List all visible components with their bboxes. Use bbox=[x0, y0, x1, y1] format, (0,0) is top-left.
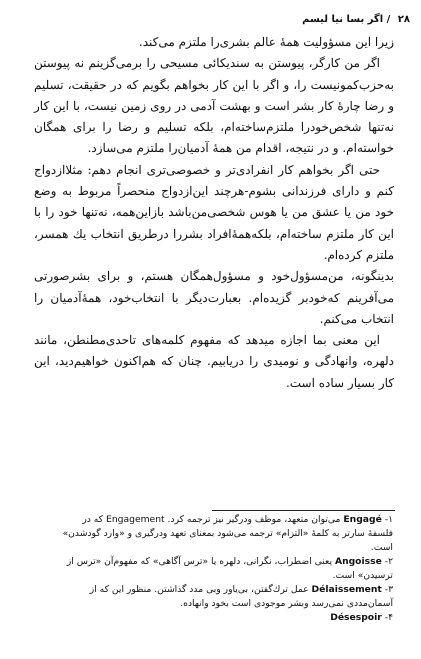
footnote-number: ۲- bbox=[384, 556, 393, 567]
footnote-term: Angoisse bbox=[334, 556, 382, 567]
footnote-number: ۱- bbox=[384, 514, 393, 525]
paragraph: بدینگونه، من‌مسؤول‌خود و مسؤول‌همگان هستم، و برای بشر‌صورتی می‌آفرینم که‌خود‌بر گزیده‌ام. بعبارت‌دیگر با انتخاب‌خود، همهٔ‌آدمیان را انتخاب می‌کنم. bbox=[34, 269, 394, 326]
paragraph: زیرا این مسؤولیت همهٔ عالم بشری‌را ملتزم می‌کند. bbox=[138, 35, 394, 49]
paragraph: این معنی بما اجازه میدهد که مفهوم کلمه‌های تاحدی‌مطنطن، مانند دلهره، وانهادگی و نومیدی را دریابیم. چنان که هم‌اکنون خواهیم‌دید، این کار بسیار ساده است. bbox=[34, 333, 394, 390]
running-header bbox=[302, 14, 410, 25]
footnote-term: Engagé bbox=[343, 514, 382, 525]
paragraph: حتی اگر بخواهم کار انفرادی‌تر و خصوصی‌تری انجام دهم: مثلاازدواج کنم و دارای فرزندانی بشوم-هرچند این‌ازدواج منحصراً مربوط به وضع خود من یا عشق من یا هوس شخصی‌من‌باشد باز‌این‌همه، نه‌تنها خود را با این کار ملتزم ساخته‌ام، بلکه‌همهٔ‌افراد بشر‌را در‌طریق انتخاب یك همسر، ملتزم کرده‌ام. bbox=[34, 162, 394, 262]
running-title: اگر بسا نیا لیسم bbox=[302, 14, 384, 25]
paragraph: اگر من کارگر، پیوستن به سندیکائی مسیحی را برمی‌گزینم نه پیوستن به‌حزب‌کمونیست را، و اگر با این کار بخواهم بگویم که در حقیقت، تسلیم و رضا چارهٔ کار بشر است و بهشت آدمی در روی زمین نیست، با این کار نه‌تنها شخص‌خود‌را ملتزم‌ساخته‌ام، بلکه تسلیم و رضا را برای همگان خواسته‌ام. و در نتیجه، اقدام من همهٔ آدمیان‌را ملتزم می‌سازد. bbox=[34, 56, 394, 156]
page-number: ۲۸ bbox=[397, 14, 410, 25]
footnote-text: عمل ترك‌گفتن، بی‌یاور وبی مدد گذاشتن. منظور این که از آسمان‌مددی نمی‌رسد وبشر موجودی است بخود وانهاده. bbox=[89, 584, 393, 609]
footnote bbox=[60, 513, 393, 555]
footnotes bbox=[60, 513, 393, 625]
footnote-text: یعنی اضطراب، نگرانی، دلهره یا «ترس آگاهی» که مفهوم‌آن «ترس از ترسیدن» است. bbox=[66, 556, 393, 581]
footnote-number: ۳- bbox=[384, 584, 393, 595]
footnote-divider bbox=[212, 510, 395, 511]
footnote bbox=[60, 583, 393, 611]
footnote bbox=[60, 555, 393, 583]
footnote-term: Délaissement bbox=[311, 584, 382, 595]
main-text bbox=[34, 32, 394, 394]
footnote-text: می‌توان متعهد، موظف ودرگیر نیز ترجمه کرد. Engagement که در فلسفهٔ سارتر به کلمهٔ «التزام» ترجمه می‌شود بمعنای تعهد ودرگیری و «وارد گودشدن» است. bbox=[62, 514, 393, 553]
header-separator: / bbox=[386, 14, 391, 25]
footnote-number: ۴- bbox=[384, 612, 393, 623]
footnote bbox=[60, 611, 393, 625]
footnote-term: Désespoir bbox=[330, 612, 382, 623]
